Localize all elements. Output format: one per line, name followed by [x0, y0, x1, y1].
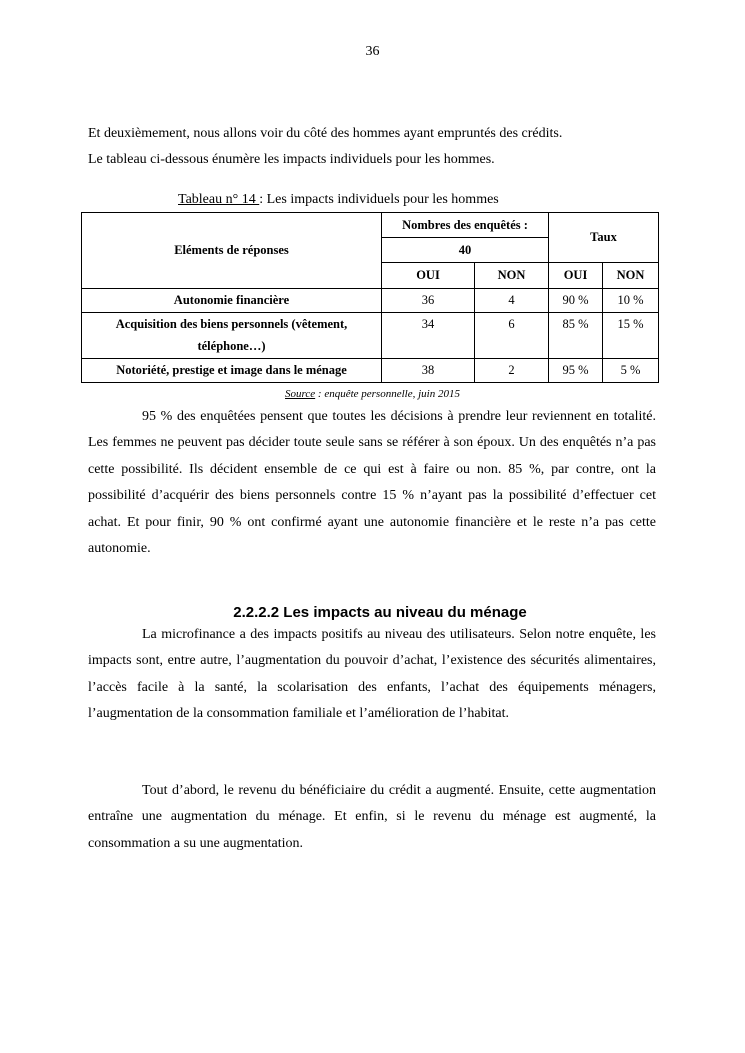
subheader-taux-non: NON — [603, 263, 659, 289]
page-number: 36 — [365, 44, 380, 59]
row-label-line-1: Acquisition des biens personnels (vêtement, — [115, 317, 348, 331]
row-taux-non: 5 % — [603, 359, 659, 383]
row-oui: 36 — [382, 289, 475, 313]
section-heading: 2.2.2.2 Les impacts au niveau du ménage — [233, 604, 527, 621]
table-row — [82, 313, 659, 359]
header-enquetes-title: Nombres des enquêtés : — [382, 213, 549, 238]
row-taux-oui: 90 % — [549, 289, 603, 313]
impacts-table — [81, 212, 659, 383]
table-caption-text: : Les impacts individuels pour les hommes — [259, 192, 499, 207]
intro-line-1: Et deuxièmement, nous allons voir du côté des hommes ayant empruntés des crédits. — [88, 126, 563, 141]
subheader-taux-oui: OUI — [549, 263, 603, 289]
header-elements: Eléments de réponses — [82, 213, 382, 289]
table-row — [82, 289, 659, 313]
table-row — [82, 359, 659, 383]
intro-line-2: Le tableau ci-dessous énumère les impacts individuels pour les hommes. — [88, 152, 495, 167]
paragraph-1: 95 % des enquêtées pensent que toutes les décisions à prendre leur reviennent en totalité. Les femmes ne peuvent pas décider toute seule sans se référer à son époux. Un des enquêtés n’a pas cette possibilité. Ils décident ensemble de ce qui est à faire ou non. 85 %, par contre, ont la possibilité d’acquérir des biens personnels contre 15 % n’ayant pas la possibilité d’effectuer cet achat. Et pour finir, 90 % ont confirmé ayant une autonomie financière et le reste n’a pas cette autonomie. — [88, 409, 656, 557]
row-label: Autonomie financière — [82, 289, 382, 313]
table-source — [0, 388, 745, 400]
subheader-oui: OUI — [382, 263, 475, 289]
source-label: Source — [285, 388, 316, 400]
row-taux-oui: 95 % — [549, 359, 603, 383]
subheader-non: NON — [475, 263, 549, 289]
row-non: 4 — [475, 289, 549, 313]
table-caption-label: Tableau n° 14 — [178, 192, 260, 207]
row-taux-non: 15 % — [603, 313, 659, 359]
source-text: : enquête personnelle, juin 2015 — [315, 388, 460, 400]
row-non: 2 — [475, 359, 549, 383]
paragraph-3: Tout d’abord, le revenu du bénéficiaire du crédit a augmenté. Ensuite, cette augmentation entraîne une augmentation du ménage. Et enfin, si le revenu du ménage est augmenté, la consommation a su une augmentation. — [88, 783, 656, 851]
header-taux: Taux — [549, 213, 659, 263]
row-oui: 38 — [382, 359, 475, 383]
row-label: Notoriété, prestige et image dans le ménage — [82, 359, 382, 383]
header-enquetes-count: 40 — [382, 238, 549, 263]
row-taux-non: 10 % — [603, 289, 659, 313]
row-taux-oui: 85 % — [549, 313, 603, 359]
paragraph-2: La microfinance a des impacts positifs au niveau des utilisateurs. Selon notre enquête, les impacts sont, entre autre, l’augmentation du pouvoir d’achat, l’existence des sécurités alimentaires, l’accès facile à la santé, la scolarisation des enfants, l’achat des équipements ménagers, l’augmentation de la consommation familiale et l’amélioration de l’habitat. — [88, 627, 656, 722]
row-oui: 34 — [382, 313, 475, 359]
row-label — [82, 313, 382, 359]
table-header-row — [82, 213, 659, 238]
table-caption — [178, 192, 499, 208]
row-label-line-2: téléphone…) — [197, 339, 266, 354]
row-non: 6 — [475, 313, 549, 359]
